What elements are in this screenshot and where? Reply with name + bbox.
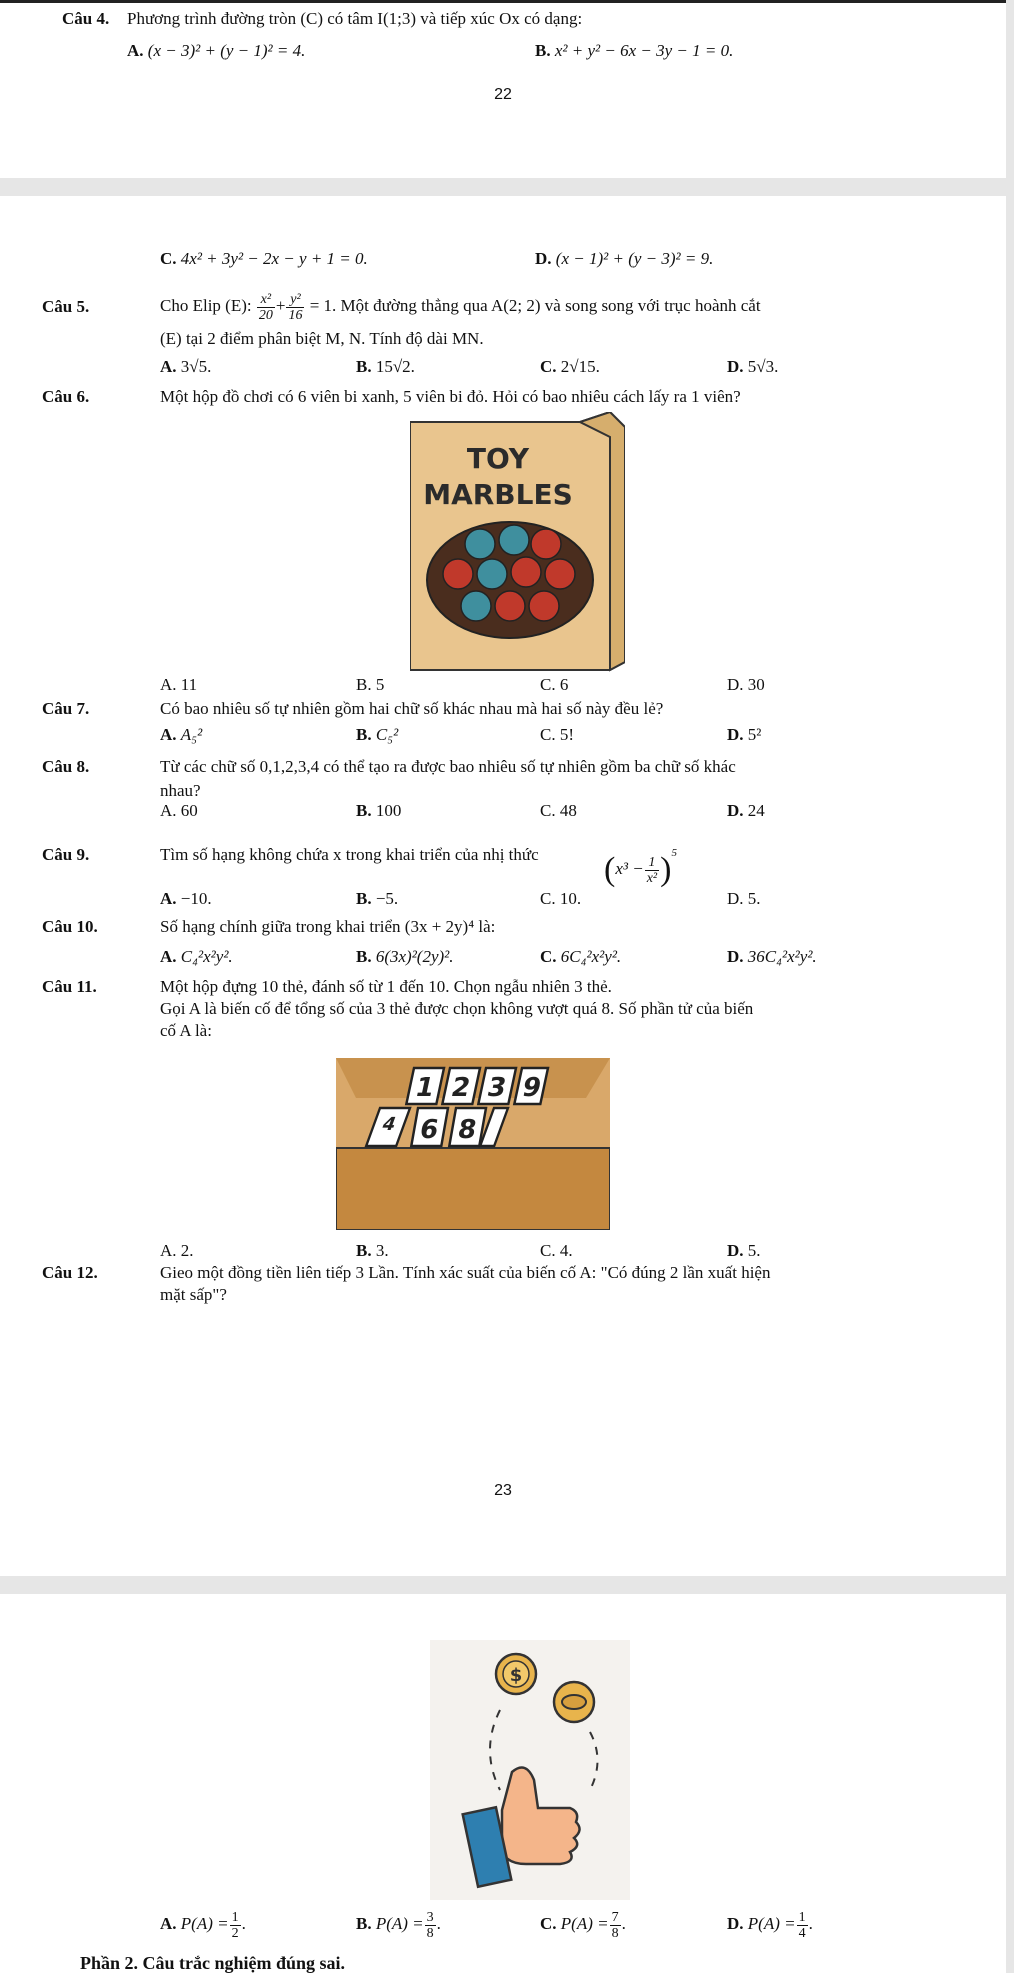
q11-option-d: D. 5. [727,1241,761,1260]
q11-line3: cố A là: [160,1021,212,1040]
q10-option-b: B. 6(3x)²(2y)². [356,947,454,966]
q4-text: Phương trình đường tròn (C) có tâm I(1;3) và tiếp xúc Ox có dạng: [127,9,583,28]
page-number: 23 [494,1482,512,1499]
page-22-bottom [0,0,1006,178]
q6-text: Một hộp đồ chơi có 6 viên bi xanh, 5 viên bi đỏ. Hỏi có bao nhiêu cách lấy ra 1 viên? [160,387,741,406]
q8-option-c: C. 48 [540,801,577,820]
q8-option-a: A. 60 [160,801,198,820]
q11-option-c: C. 4. [540,1241,573,1260]
card-6 [411,1108,448,1146]
q12-text: Gieo một đồng tiền liên tiếp 3 Lần. Tính xác suất của biến cố A: "Có đúng 2 lần xuất hiện [160,1263,771,1282]
q8-option-d: D. 24 [727,801,765,820]
card-3 [478,1068,516,1104]
q11-option-b: B. 3. [356,1241,389,1260]
page-top-border [0,0,1006,3]
q6-option-a: A. 11 [160,675,198,694]
q11-option-a: A. 2. [160,1241,194,1260]
q8-text: Từ các chữ số 0,1,2,3,4 có thể tạo ra được bao nhiêu số tự nhiên gồm ba chữ số khác [160,757,736,776]
q9-option-b: B. −5. [356,889,399,908]
q4-option-c: C. 4x² + 3y² − 2x − y + 1 = 0. [160,249,368,268]
q4-option-a: A. (x − 3)² + (y − 1)² = 4. [127,41,306,60]
q7-text: Có bao nhiêu số tự nhiên gồm hai chữ số khác nhau mà hai số này đều lẻ? [160,699,664,718]
q7-option-d: D. 5² [727,725,762,744]
page-number: 22 [494,86,512,103]
svg-text:$: $ [509,1665,523,1686]
svg-text:4: 4 [378,1114,399,1135]
box-title-toy: TOY [466,442,530,475]
svg-text:1: 1 [412,1073,437,1103]
coin-side-icon [554,1682,594,1722]
q9-label: Câu 9. [42,845,90,864]
svg-text:9: 9 [519,1073,544,1103]
svg-text:6: 6 [417,1115,441,1145]
q6-option-c: C. 6 [540,675,569,694]
card-8 [449,1108,486,1146]
q5-label: Câu 5. [42,297,90,316]
card-1 [406,1068,444,1104]
q11-line2: Gọi A là biến cố để tổng số của 3 thẻ được chọn không vượt quá 8. Số phần tử của biến [160,999,754,1018]
q4-label: Câu 4. [62,9,110,28]
q7-option-b: B. C₅² [356,725,399,744]
q12-label: Câu 12. [42,1263,98,1282]
q9-text: Tìm số hạng không chứa x trong khai triển của nhị thức [160,845,539,864]
svg-text:3: 3 [484,1073,509,1103]
q12-option-b: B. P(A) = $\frac{3}{8}$ . [356,1909,441,1941]
q5-line2: (E) tại 2 điểm phân biệt M, N. Tính độ dài MN. [160,329,484,348]
q5-option-d: D. 5√3. [727,357,779,376]
q8-line2: nhau? [160,781,201,800]
q9-option-a: A. −10. [160,889,212,908]
q12-option-a: A. P(A) = $\frac{1}{2}$ . [160,1909,246,1941]
q5-text: Cho Elip (E): $\frac{\text{x²}}{20}$ + $\frac{\text{y²}}{16}$ = 1. Một đường thẳng qua A(2; 2) và song song với trục hoành cắt [160,291,761,323]
q10-label: Câu 10. [42,917,98,936]
q5-option-b: B. 15√2. [356,357,415,376]
number-cards-box-image [336,1058,610,1230]
page-24-top [0,1594,1006,1973]
q6-label: Câu 6. [42,387,90,406]
q11-label: Câu 11. [42,977,97,996]
q5-option-a: A. 3√5. [160,357,212,376]
card-2 [442,1068,480,1104]
q12-option-d: D. P(A) = $\frac{1}{4}$ . [727,1909,813,1941]
q8-label: Câu 8. [42,757,90,776]
coin-flip-thumb-image [430,1640,630,1900]
q9-binomial: (x³ − $\frac{1}{\text{x²}}$ )$^5$ [604,847,677,889]
q12-line2: mặt sấp"? [160,1285,227,1304]
q11-text: Một hộp đựng 10 thẻ, đánh số từ 1 đến 10. Chọn ngẫu nhiên 3 thẻ. [160,977,612,996]
q10-option-a: A. C₄²x²y². [160,947,233,966]
q10-text: Số hạng chính giữa trong khai triển (3x + 2y)⁴ là: [160,917,496,936]
q7-label: Câu 7. [42,699,90,718]
q9-option-c: C. 10. [540,889,582,908]
q10-option-c: C. 6C₄²x²y². [540,947,622,966]
toy-marbles-box-image [410,412,625,672]
section-title: Phần 2. Câu trắc nghiệm đúng sai. [80,1953,346,1973]
q5-option-c: C. 2√15. [540,357,600,376]
q9-option-d: D. 5. [727,889,761,908]
q4-option-d: D. (x − 1)² + (y − 3)² = 9. [535,249,714,268]
q7-option-c: C. 5! [540,725,575,744]
q4-option-b: B. x² + y² − 6x − 3y − 1 = 0. [535,41,734,60]
q7-option-a: A. A₅² [160,725,203,744]
q12-option-c: C. P(A) = $\frac{7}{8}$ . [540,1909,626,1941]
q10-option-d: D. 36C₄²x²y². [727,947,817,966]
svg-text:8: 8 [455,1115,479,1145]
coin-dollar-icon [496,1654,536,1694]
q8-option-b: B. 100 [356,801,402,820]
q6-option-d: D. 30 [727,675,765,694]
box-title-marbles: MARBLES [423,478,573,511]
q6-option-b: B. 5 [356,675,385,694]
page-23 [0,196,1006,1576]
svg-text:2: 2 [448,1073,473,1103]
